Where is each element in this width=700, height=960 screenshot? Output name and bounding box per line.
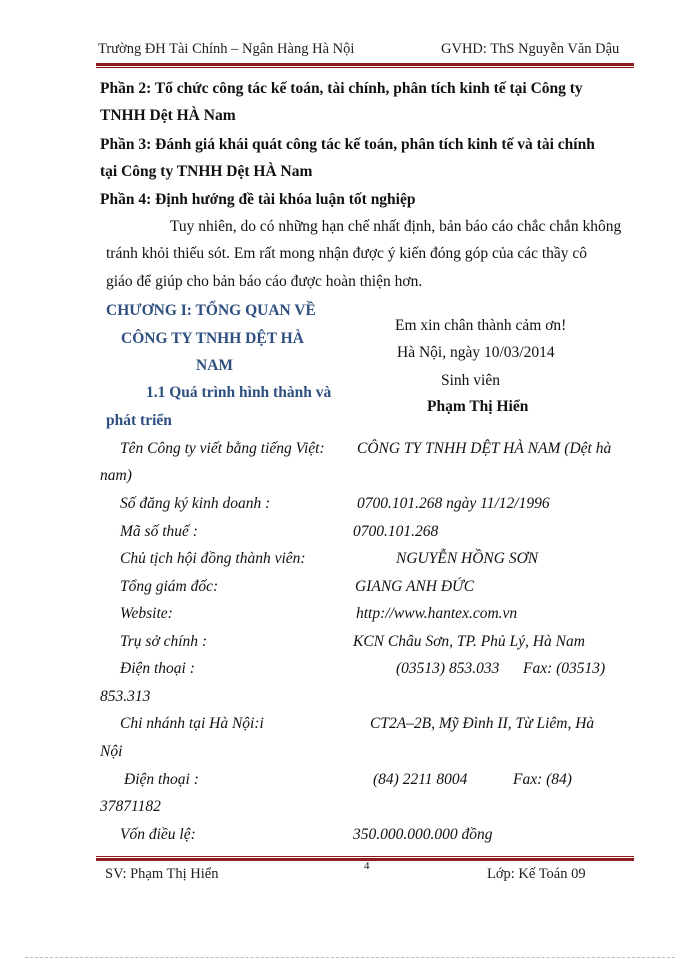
signature-name: Phạm Thị Hiển bbox=[427, 398, 529, 415]
page-number: 4 bbox=[364, 860, 370, 872]
page-break-line bbox=[25, 957, 675, 958]
info-branch-label: Chi nhánh tại Hà Nội:i bbox=[120, 715, 264, 732]
footer-class: Lớp: Kế Toán 09 bbox=[487, 866, 586, 882]
paragraph-line-2: tránh khỏi thiếu sót. Em rất mong nhận được ý kiến đóng góp của các thầy cô bbox=[106, 245, 588, 262]
section-title-line-1: 1.1 Quá trình hình thành và bbox=[146, 384, 332, 401]
info-capital-value: 350.000.000.000 đồng bbox=[353, 826, 493, 843]
info-web-value: http://www.hantex.com.vn bbox=[356, 605, 518, 622]
info-name-label: Tên Công ty viết bằng tiếng Việt: bbox=[120, 440, 325, 457]
info-branch-cont: Nội bbox=[100, 743, 123, 760]
part-2-line-2: TNHH Dệt HÀ Nam bbox=[100, 107, 236, 124]
header-advisor: GVHD: ThS Nguyễn Văn Dậu bbox=[441, 41, 620, 57]
chapter-title-line-2: CÔNG TY TNHH DỆT HÀ bbox=[121, 330, 304, 347]
info-branch-value: CT2A–2B, Mỹ Đình II, Từ Liêm, Hà bbox=[370, 715, 595, 732]
chapter-title-line-1: CHƯƠNG I: TỔNG QUAN VỀ bbox=[106, 302, 316, 319]
info-branch-phone-value: (84) 2211 8004 bbox=[373, 771, 468, 788]
part-3-line-2: tại Công ty TNHH Dệt HÀ Nam bbox=[100, 163, 313, 180]
section-title-line-2: phát triển bbox=[106, 412, 172, 429]
info-hq-label: Trụ sở chính : bbox=[120, 633, 208, 650]
signature-thanks: Em xin chân thành cảm ơn! bbox=[395, 317, 567, 334]
part-4: Phần 4: Định hướng đề tài khóa luận tốt nghiệp bbox=[100, 191, 416, 208]
info-capital-label: Vốn điều lệ: bbox=[120, 826, 196, 843]
header-rule bbox=[96, 63, 634, 68]
chapter-title-line-3: NAM bbox=[196, 357, 234, 374]
info-phone-value: (03513) 853.033 bbox=[396, 660, 500, 677]
info-ceo-label: Tổng giám đốc: bbox=[120, 578, 219, 595]
info-branch-fax-value: Fax: (84) bbox=[513, 771, 572, 788]
paragraph-line-3: giáo để giúp cho bản báo cáo được hoàn thiện hơn. bbox=[106, 273, 423, 290]
signature-date: Hà Nội, ngày 10/03/2014 bbox=[397, 344, 555, 361]
part-3-line-1: Phần 3: Đánh giá khái quát công tác kế toán, phân tích kinh tế và tài chính bbox=[100, 136, 595, 153]
info-fax-value: Fax: (03513) bbox=[523, 660, 606, 677]
info-name-value: CÔNG TY TNHH DỆT HÀ NAM (Dệt hà bbox=[357, 440, 612, 457]
paragraph-line-1: Tuy nhiên, do có những hạn chế nhất định, bản báo cáo chắc chắn không bbox=[170, 218, 622, 235]
info-branch-fax-cont: 37871182 bbox=[100, 798, 161, 815]
info-name-cont: nam) bbox=[100, 467, 132, 484]
header-school: Trường ĐH Tài Chính – Ngân Hàng Hà Nội bbox=[98, 41, 355, 57]
info-tax-value: 0700.101.268 bbox=[353, 523, 439, 540]
part-2-line-1: Phần 2: Tổ chức công tác kế toán, tài chính, phân tích kinh tế tại Công ty bbox=[100, 80, 583, 97]
info-tax-label: Mã số thuế : bbox=[120, 523, 198, 540]
info-hq-value: KCN Châu Sơn, TP. Phủ Lý, Hà Nam bbox=[353, 633, 585, 650]
info-ceo-value: GIANG ANH ĐỨC bbox=[355, 578, 475, 595]
signature-role: Sinh viên bbox=[441, 372, 500, 389]
info-fax-cont: 853.313 bbox=[100, 688, 151, 705]
info-reg-label: Số đăng ký kinh doanh : bbox=[120, 495, 271, 512]
info-branch-phone-label: Điện thoại : bbox=[124, 771, 199, 788]
info-web-label: Website: bbox=[120, 605, 173, 622]
info-reg-value: 0700.101.268 ngày 11/12/1996 bbox=[357, 495, 550, 512]
info-chair-label: Chủ tịch hội đồng thành viên: bbox=[120, 550, 306, 567]
footer-student: SV: Phạm Thị Hiển bbox=[105, 866, 219, 882]
info-chair-value: NGUYỄN HỒNG SƠN bbox=[396, 550, 539, 567]
info-phone-label: Điện thoại : bbox=[120, 660, 195, 677]
